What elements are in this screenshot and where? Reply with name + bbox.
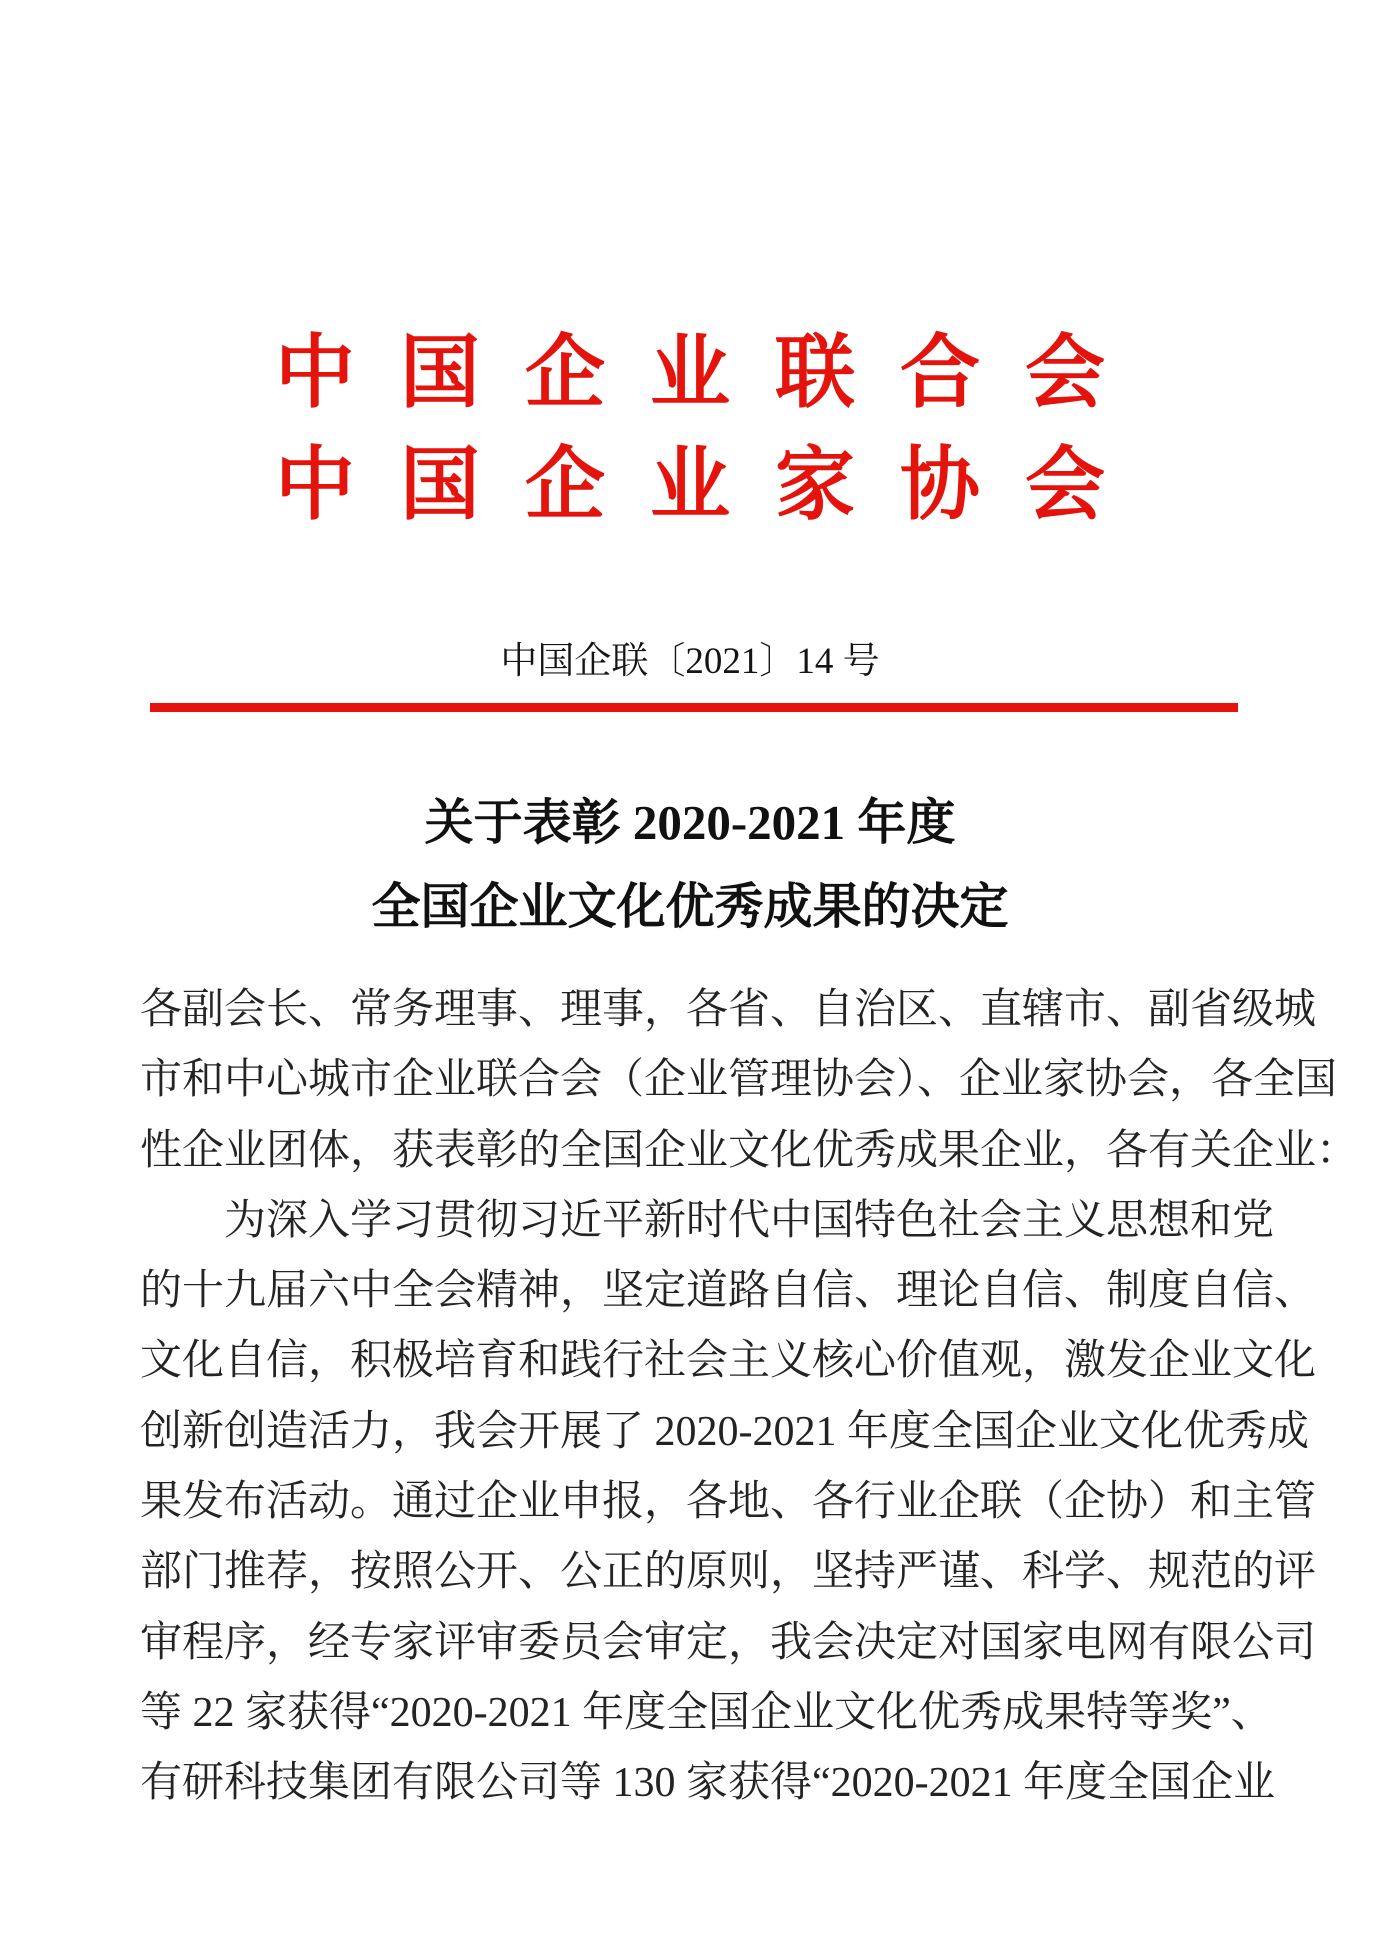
body-line-6: 文化自信，积极培育和践行社会主义核心价值观，激发企业文化	[140, 1338, 1317, 1385]
body-line-1: 各副会长、常务理事、理事，各省、自治区、直辖市、副省级城	[140, 987, 1317, 1033]
document-number: 中国企联〔2021〕14 号	[500, 641, 880, 682]
body-line-4: 为深入学习贯彻习近平新时代中国特色社会主义思想和党	[224, 1197, 1275, 1244]
body-line-7: 创新创造活力，我会开展了 2020-2021 年度全国企业文化优秀成	[140, 1408, 1309, 1455]
body-line-2: 市和中心城市企业联合会（企业管理协会）、企业家协会，各全国	[140, 1057, 1338, 1104]
document-title-line-1: 关于表彰 2020-2021 年度	[424, 795, 956, 850]
body-line-11: 等 22 家获得“2020-2021 年度全国企业文化优秀成果特等奖”、	[140, 1689, 1273, 1736]
document-title-line-2: 全国企业文化优秀成果的决定	[371, 879, 1009, 934]
body-line-5: 的十九届六中全会精神，坚定道路自信、理论自信、制度自信、	[140, 1268, 1317, 1315]
body-line-10: 审程序，经专家评审委员会审定，我会决定对国家电网有限公司	[140, 1619, 1317, 1666]
red-separator-line	[150, 703, 1238, 712]
issuer-name-line-2: 中国企业家协会	[275, 442, 1150, 530]
document-body	[140, 975, 1359, 1819]
body-line-8: 果发布活动。通过企业申报，各地、各行业企联（企协）和主管	[140, 1479, 1317, 1526]
issuer-name-line-1: 中国企业联合会	[275, 330, 1150, 418]
body-line-12: 有研科技集团有限公司等 130 家获得“2020-2021 年度全国企业	[140, 1760, 1276, 1807]
body-line-3: 性企业团体，获表彰的全国企业文化优秀成果企业，各有关企业：	[140, 1127, 1359, 1174]
body-line-9: 部门推荐，按照公开、公正的原则，坚持严谨、科学、规范的评	[140, 1549, 1317, 1596]
